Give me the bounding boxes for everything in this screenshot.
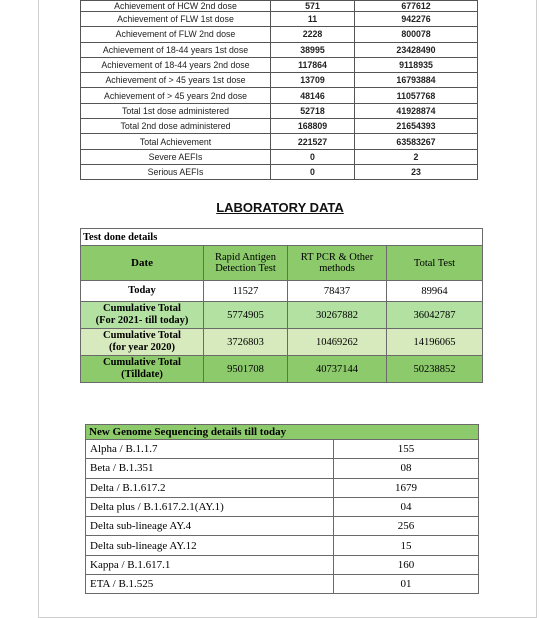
row-label-line: (For 2021- till today)	[95, 315, 189, 326]
table-row	[81, 134, 478, 149]
table-row	[81, 57, 478, 72]
variant-count: 1679	[334, 478, 479, 497]
total-value: 50238852	[387, 356, 483, 383]
table-row	[81, 281, 483, 302]
table-caption: Test done details	[81, 229, 483, 246]
cumulative-value: 800078	[355, 27, 478, 42]
table-row	[81, 27, 478, 42]
today-value: 168809	[271, 119, 355, 134]
column-header-rtpcr: RT PCR & Other methods	[288, 246, 387, 281]
table-row	[86, 517, 479, 536]
cumulative-value: 23428490	[355, 42, 478, 57]
column-header-rat: Rapid Antigen Detection Test	[204, 246, 288, 281]
today-value: 13709	[271, 73, 355, 88]
cumulative-value: 41928874	[355, 103, 478, 118]
rat-value: 9501708	[204, 356, 288, 383]
rat-value: 11527	[204, 281, 288, 302]
variant-name: Alpha / B.1.1.7	[86, 440, 334, 459]
cumulative-value: 11057768	[355, 88, 478, 103]
table-row	[86, 575, 479, 594]
cumulative-value: 63583267	[355, 134, 478, 149]
row-label: Total Achievement	[81, 134, 271, 149]
row-label: Total 1st dose administered	[81, 103, 271, 118]
today-value: 38995	[271, 42, 355, 57]
row-label: Achievement of 18-44 years 1st dose	[81, 42, 271, 57]
table-row	[81, 103, 478, 118]
today-value: 0	[271, 149, 355, 164]
vaccination-table	[80, 0, 478, 180]
cumulative-value: 9118935	[355, 57, 478, 72]
variant-count: 155	[334, 440, 479, 459]
table-row	[81, 119, 478, 134]
table-row	[86, 497, 479, 516]
table-row	[81, 164, 478, 179]
row-label: Achievement of 18-44 years 2nd dose	[81, 57, 271, 72]
cumulative-value: 16793884	[355, 73, 478, 88]
rat-value: 3726803	[204, 329, 288, 356]
column-header-date: Date	[81, 246, 204, 281]
table-row	[81, 329, 483, 356]
table-row	[86, 440, 479, 459]
total-value: 14196065	[387, 329, 483, 356]
row-label	[81, 329, 204, 356]
variant-name: Kappa / B.1.617.1	[86, 555, 334, 574]
laboratory-title: LABORATORY DATA	[216, 200, 344, 215]
total-value: 89964	[387, 281, 483, 302]
row-label: Achievement of > 45 years 2nd dose	[81, 88, 271, 103]
row-label	[81, 356, 204, 383]
row-label: Serious AEFIs	[81, 164, 271, 179]
variant-count: 08	[334, 459, 479, 478]
table-row	[86, 555, 479, 574]
total-value: 36042787	[387, 302, 483, 329]
row-label-line: Cumulative Total	[103, 330, 181, 341]
today-value: 571	[271, 1, 355, 12]
row-label-line: Cumulative Total	[103, 303, 181, 314]
variant-count: 15	[334, 536, 479, 555]
cumulative-value: 677612	[355, 1, 478, 12]
variant-count: 04	[334, 497, 479, 516]
table-row	[86, 478, 479, 497]
genome-title-row	[86, 425, 479, 440]
variant-name: Delta / B.1.617.2	[86, 478, 334, 497]
variant-count: 256	[334, 517, 479, 536]
cumulative-value: 23	[355, 164, 478, 179]
row-label: Severe AEFIs	[81, 149, 271, 164]
variant-name: Delta sub-lineage AY.12	[86, 536, 334, 555]
row-label-line: (for year 2020)	[108, 342, 176, 353]
variant-name: Beta / B.1.351	[86, 459, 334, 478]
table-row	[86, 536, 479, 555]
rtpcr-value: 78437	[288, 281, 387, 302]
genome-table	[85, 424, 479, 594]
rtpcr-value: 40737144	[288, 356, 387, 383]
row-label	[81, 302, 204, 329]
row-label: Today	[81, 281, 204, 302]
laboratory-table	[80, 228, 483, 383]
rtpcr-value: 30267882	[288, 302, 387, 329]
today-value: 52718	[271, 103, 355, 118]
today-value: 221527	[271, 134, 355, 149]
row-label: Achievement of FLW 2nd dose	[81, 27, 271, 42]
row-label: Total 2nd dose administered	[81, 119, 271, 134]
cumulative-value: 942276	[355, 12, 478, 27]
row-label: Achievement of HCW 2nd dose	[81, 1, 271, 12]
table-row	[81, 42, 478, 57]
today-value: 2228	[271, 27, 355, 42]
variant-name: Delta sub-lineage AY.4	[86, 517, 334, 536]
header-row	[81, 246, 483, 281]
column-header-total: Total Test	[387, 246, 483, 281]
cumulative-value: 21654393	[355, 119, 478, 134]
row-label: Achievement of FLW 1st dose	[81, 12, 271, 27]
row-label-line: Cumulative Total	[103, 357, 181, 368]
table-row	[81, 149, 478, 164]
table-row	[81, 88, 478, 103]
variant-name: Delta plus / B.1.617.2.1(AY.1)	[86, 497, 334, 516]
table-row	[81, 12, 478, 27]
genome-title: New Genome Sequencing details till today	[86, 425, 479, 440]
variant-count: 01	[334, 575, 479, 594]
variant-count: 160	[334, 555, 479, 574]
rtpcr-value: 10469262	[288, 329, 387, 356]
table-caption-row	[81, 229, 483, 246]
table-row	[81, 73, 478, 88]
table-row	[81, 356, 483, 383]
today-value: 48146	[271, 88, 355, 103]
table-row	[81, 1, 478, 12]
rat-value: 5774905	[204, 302, 288, 329]
table-row	[81, 302, 483, 329]
row-label-line: (Tilldate)	[121, 369, 163, 380]
table-row	[86, 459, 479, 478]
today-value: 0	[271, 164, 355, 179]
today-value: 117864	[271, 57, 355, 72]
row-label: Achievement of > 45 years 1st dose	[81, 73, 271, 88]
cumulative-value: 2	[355, 149, 478, 164]
today-value: 11	[271, 12, 355, 27]
variant-name: ETA / B.1.525	[86, 575, 334, 594]
